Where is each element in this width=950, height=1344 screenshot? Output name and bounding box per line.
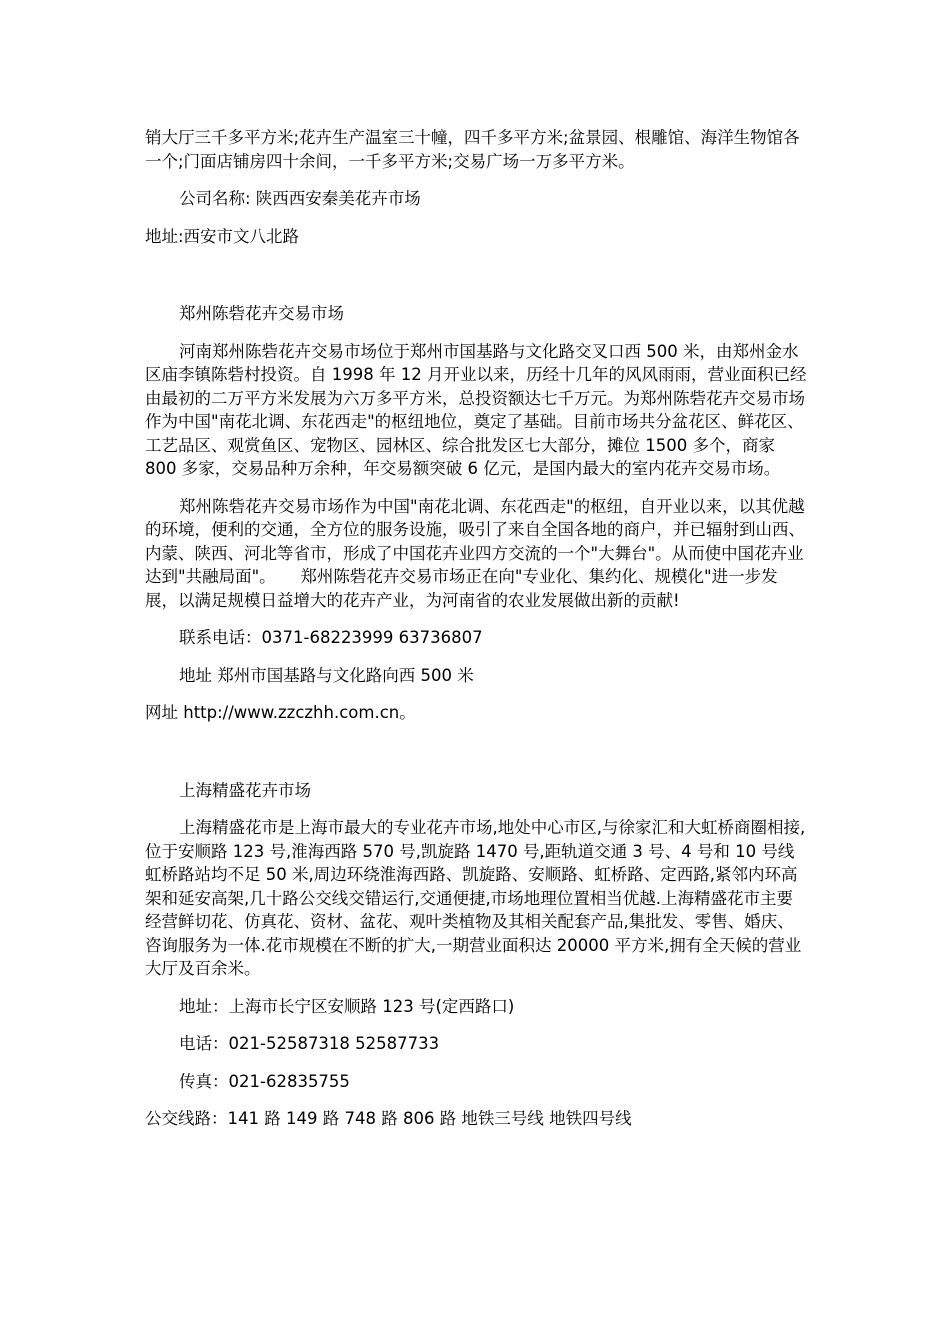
intro-paragraph: 销大厅三千多平方米;花卉生产温室三十幢，四千多平方米;盆景园、根雕馆、海洋生物馆各一个;门面店铺房四十余间，一千多平方米;交易广场一万多平方米。 bbox=[145, 128, 800, 171]
shanghai-title: 上海精盛花卉市场 bbox=[179, 780, 311, 800]
zhengzhou-website: 网址 http://www.zzczhh.com.cn。 bbox=[145, 703, 416, 722]
zhengzhou-paragraph-2: 郑州陈砦花卉交易市场作为中国"南花北调、东花西走"的枢纽，自开业以来，以其优越的环境，便利的交通，全方位的服务设施，吸引了来自全国各地的商户，并已辐射到山西、内蒙、陕西、河北等省市，形成了中国花卉业四方交流的一个"大舞台"。从而使中国花卉业达到"共融局面"。 郑州陈砦花卉交易市场正在向"专业化、集约化、规模化"进一步发展，以满足规模日益增大的花卉产业，为河南省的农业发展做出新的贡献! bbox=[145, 496, 805, 610]
shanghai-bus-routes: 公交线路：141 路 149 路 748 路 806 路 地铁三号线 地铁四号线 bbox=[145, 1109, 632, 1128]
xian-address: 地址:西安市文八北路 bbox=[145, 226, 300, 246]
shanghai-phone: 电话：021-52587318 52587733 bbox=[179, 1034, 440, 1053]
zhengzhou-address: 地址 郑州市国基路与文化路向西 500 米 bbox=[179, 665, 474, 685]
zhengzhou-title: 郑州陈砦花卉交易市场 bbox=[179, 304, 344, 323]
zhengzhou-paragraph-1: 河南郑州陈砦花卉交易市场位于郑州市国基路与文化路交叉口西 500 米，由郑州金水区庙李镇陈砦村投资。自 1998 年 12 月开业以来，历经十几年的风风雨雨，营业面积已经由最初的二万平方米发展为六万多平方米，总投资额达七千万元。为郑州陈砦花卉交易市场作为中国"南花北调、东花西走"的枢纽地位，奠定了基础。目前市场共分盆花区、鲜花区、工艺品区、观赏鱼区、宠物区、园林区、综合批发区七大部分，摊位 1500 多个，商家 800 多家，交易品种万余种，年交易额突破 6 亿元，是国内最大的室内花卉交易市场。 bbox=[145, 341, 807, 478]
zhengzhou-phone: 联系电话：0371-68223999 63736807 bbox=[179, 628, 483, 647]
shanghai-address: 地址：上海市长宁区安顺路 123 号(定西路口) bbox=[179, 996, 515, 1016]
shanghai-fax: 传真：021-62835755 bbox=[179, 1071, 350, 1091]
shanghai-paragraph-1: 上海精盛花市是上海市最大的专业花卉市场,地处中心市区,与徐家汇和大虹桥商圈相接,位于安顺路 123 号,淮海西路 570 号,凯旋路 1470 号,距轨道交通 3 号、4 号和 10 号线虹桥路站均不足 50 米,周边环绕淮海西路、凯旋路、安顺路、虹桥路、定西路,紧邻内环高架和延安高架,几十路公交线交错运行,交通便捷,市场地理位置相当优越.上海精盛花市主要经营鲜切花、仿真花、资材、盆花、观叶类植物及其相关配套产品,集批发、零售、婚庆、咨询服务为一体.花市规模在不断的扩大,一期营业面积达 20000 平方米,拥有全天候的营业大厅及百余米。 bbox=[145, 818, 806, 978]
xian-company-name: 公司名称: 陕西西安秦美花卉市场 bbox=[179, 189, 421, 208]
